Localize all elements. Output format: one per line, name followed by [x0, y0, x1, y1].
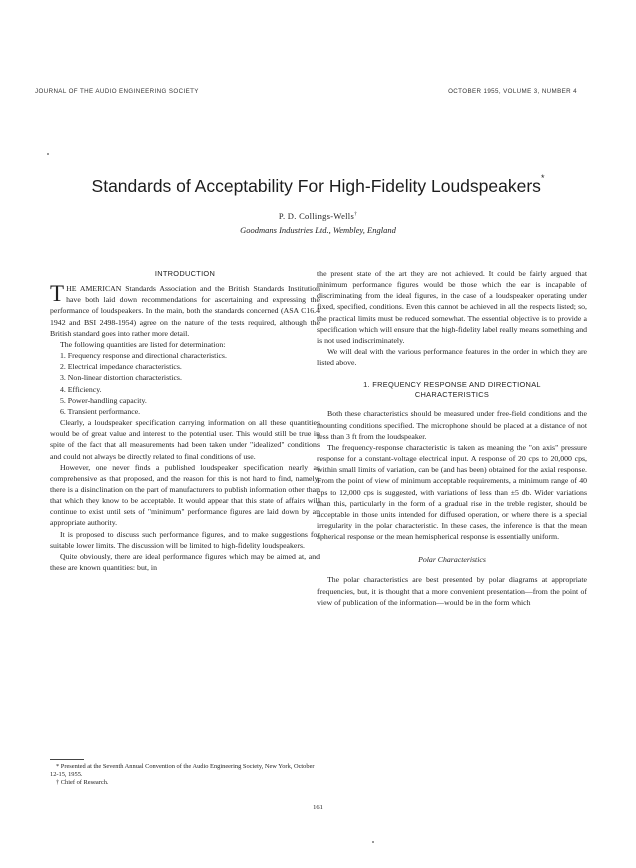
title-footnote-mark: * — [540, 173, 545, 183]
footnote: † Chief of Research. — [56, 779, 109, 787]
author-affiliation: Goodmans Industries Ltd., Wembley, England — [240, 225, 396, 235]
paragraph: Both these characteristics should be measured under free-field conditions and the mounting conditions specified. The microphone should be placed at a distance of not less than 3 ft from the loudspeaker. — [317, 409, 587, 441]
list-item: 2. Electrical impedance characteristics. — [60, 362, 182, 372]
list-item: 4. Efficiency. — [60, 384, 102, 394]
paragraph: We will deal with the various performance features in the order in which they are listed above. — [317, 347, 587, 368]
list-item: 5. Power-handling capacity. — [60, 395, 147, 405]
running-head-journal: JOURNAL OF THE AUDIO ENGINEERING SOCIETY — [35, 88, 199, 95]
right-column — [317, 268, 587, 608]
author-line — [0, 211, 636, 221]
section-heading-introduction: INTRODUCTION — [154, 269, 216, 278]
intro-paragraph — [50, 283, 320, 339]
quantities-list — [50, 350, 320, 417]
scan-speck — [372, 841, 374, 843]
intro-paragraph-text: HE AMERICAN Standards Association and the British Standards Institution have both laid down recommendations for ascertaining and expressing the performance of loudspeakers. In the main, both the standards concerned (ASA C16.4 1942 and BSI 2498-1954) agree on the nature of the tests required, although the British standard goes into rather more detail. — [50, 284, 320, 338]
title-text: Standards of Acceptability For High-Fidelity Loudspeakers — [91, 176, 541, 196]
page-number: 161 — [313, 804, 323, 811]
scan-speck — [47, 153, 49, 155]
paragraph: It is proposed to discuss such performance figures, and to make suggestions for suitable lower limits. The discussion will be limited to high-fidelity loudspeakers. — [50, 529, 320, 550]
list-item: 3. Non-linear distortion characteristics. — [60, 373, 182, 383]
paragraph: The polar characteristics are best presented by polar diagrams at appropriate frequencies, but, it is thought that a more convenient presentation—from the point of view of publication of the information—would be in the form which — [317, 575, 587, 607]
footnotes — [50, 759, 320, 788]
paragraph: The frequency-response characteristic is taken as meaning the "on axis" pressure response for a constant-voltage electrical input. A response of 20 cps to 20,000 cps, within small limits of variation, can be (and has been) obtained for the axial response. From the point of view of minimum acceptable requirements, a minimum range of 40 cps to 12,000 cps is suggested, with variations of less than ±5 db. Wider variations than this, particularly in the form of a gradual rise in the treble register, should be acceptable in those units intended for diffused operation, or where there is a special irregularity in the polar characteristic. In these cases, the inference is that the mean spherical response or the mean hemispherical response is essentially uniform. — [317, 442, 587, 542]
paragraph: the present state of the art they are not achieved. It could be fairly argued that minimum performance figures would be those which the ear is incapable of discriminating from the ideal figures, in the case of a loudspeaker operating under fixed, specified, conditions. Even this cannot be achieved in all the respects listed; so, the practical limits must be reduced somewhat. The essential objective is to provide a specification which will ensure that the high-fidelity label really means something and is not used indiscriminately. — [317, 269, 587, 345]
paragraph: However, one never finds a published loudspeaker specification nearly as comprehensive as that proposed, and the reason for this is not hard to find, namely, there is a disinclination on the part of manufacturers to publish information other than that which they know to be acceptable. It would appear that this state of affairs will continue to exist until sets of "minimum" performance figures are laid down by an appropriate authority. — [50, 462, 320, 528]
section-heading-frequency-response — [317, 380, 587, 400]
list-item: 1. Frequency response and directional characteristics. — [60, 351, 227, 361]
paragraph: Clearly, a loudspeaker specification carrying information on all these quantities would be of great value and interest to the potential user. This would still be true in spite of the fact that all measurements had been taken under "idealized" conditions and could not always be directly related to final conditions of use. — [50, 418, 320, 461]
article-title — [0, 173, 636, 197]
section-heading-line: 1. FREQUENCY RESPONSE AND DIRECTIONAL — [363, 380, 541, 390]
footnote-rule — [50, 759, 84, 760]
left-column — [50, 268, 320, 573]
list-intro: The following quantities are listed for determination: — [60, 339, 226, 349]
list-item: 6. Transient performance. — [60, 406, 141, 416]
footnote: * Presented at the Seventh Annual Convention of the Audio Engineering Society, New York, October 12-15, 1955. — [50, 763, 315, 779]
subheading-polar-characteristics: Polar Characteristics — [418, 555, 486, 565]
author-name: P. D. Collings-Wells — [278, 211, 355, 221]
running-head-issue: OCTOBER 1955, VOLUME 3, NUMBER 4 — [448, 88, 577, 95]
drop-cap: T — [50, 281, 65, 307]
section-heading-line: CHARACTERISTICS — [414, 390, 490, 400]
paragraph: Quite obviously, there are ideal performance figures which may be aimed at, and these are known quantities: but, in — [50, 551, 320, 573]
author-footnote-mark: † — [354, 211, 358, 218]
